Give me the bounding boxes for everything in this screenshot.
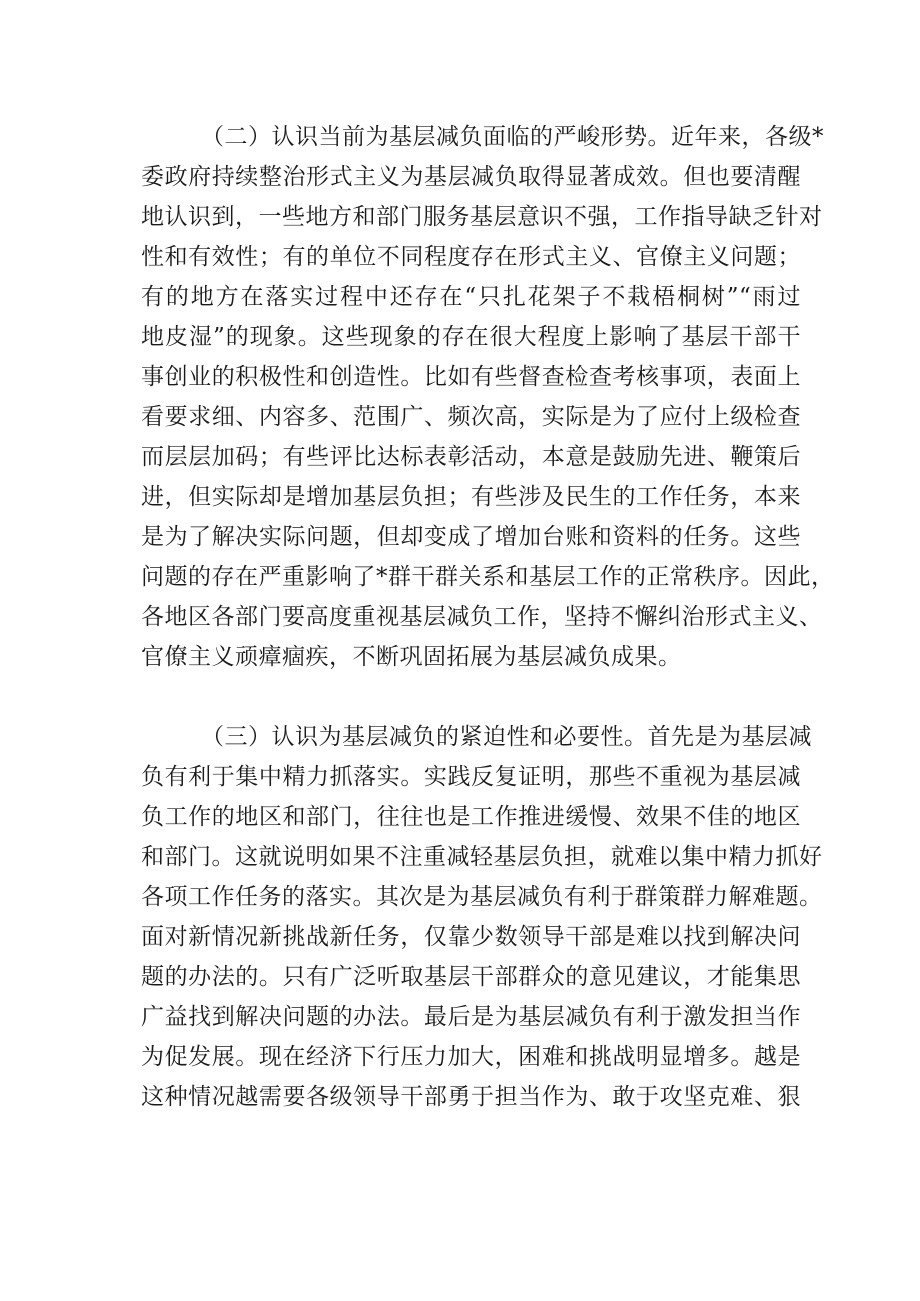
paragraph-line: 广益找到解决问题的办法。最后是为基层减负有利于激发担当作 (141, 1004, 801, 1030)
paragraph-line: 面对新情况新挑战新任务，仅靠少数领导干部是难以找到解决问 (141, 924, 801, 950)
paragraph-line: 有的地方在落实过程中还存在“只扎花架子不栽梧桐树”“雨过 (141, 284, 801, 310)
paragraph-line: （三）认识为基层减负的紧迫性和必要性。首先是为基层减 (201, 724, 812, 750)
paragraph-line: 各项工作任务的落实。其次是为基层减负有利于群策群力解难题。 (141, 884, 823, 910)
paragraph-line: 官僚主义顽瘴痼疾，不断巩固拓展为基层减负成果。 (141, 644, 682, 670)
paragraph-line: 负工作的地区和部门，往往也是工作推进缓慢、效果不佳的地区 (141, 804, 801, 830)
paragraph-line: 为促发展。现在经济下行压力加大，困难和挑战明显增多。越是 (141, 1044, 801, 1070)
paragraph-line: 和部门。这就说明如果不注重减轻基层负担，就难以集中精力抓好 (141, 844, 823, 870)
paragraph-line: 负有利于集中精力抓落实。实践反复证明，那些不重视为基层减 (141, 764, 801, 790)
paragraph-line: 题的办法的。只有广泛听取基层干部群众的意见建议，才能集思 (141, 964, 801, 990)
paragraph-line: 地皮湿”的现象。这些现象的存在很大程度上影响了基层干部干 (141, 324, 801, 350)
paragraph-line: （二）认识当前为基层减负面临的严峻形势。近年来，各级* (201, 124, 824, 150)
paragraph-line: 性和有效性；有的单位不同程度存在形式主义、官僚主义问题； (141, 244, 801, 270)
paragraph-line: 地认识到，一些地方和部门服务基层意识不强，工作指导缺乏针对 (141, 204, 823, 230)
paragraph-line: 委政府持续整治形式主义为基层减负取得显著成效。但也要清醒 (141, 164, 801, 190)
paragraph-line: 问题的存在严重影响了*群干群关系和基层工作的正常秩序。因此， (141, 564, 835, 590)
paragraph-line: 是为了解决实际问题，但却变成了增加台账和资料的任务。这些 (141, 524, 801, 550)
paragraph-line: 而层层加码；有些评比达标表彰活动，本意是鼓励先进、鞭策后 (141, 444, 801, 470)
paragraph-line: 进，但实际却是增加基层负担；有些涉及民生的工作任务，本来 (141, 484, 801, 510)
paragraph-line: 这种情况越需要各级领导干部勇于担当作为、敢于攻坚克难、狠 (141, 1084, 801, 1110)
paragraph-line: 各地区各部门要高度重视基层减负工作，坚持不懈纠治形式主义、 (141, 604, 823, 630)
paragraph-line: 看要求细、内容多、范围广、频次高，实际是为了应付上级检查 (141, 404, 801, 430)
paragraph-line: 事创业的积极性和创造性。比如有些督查检查考核事项，表面上 (141, 364, 801, 390)
